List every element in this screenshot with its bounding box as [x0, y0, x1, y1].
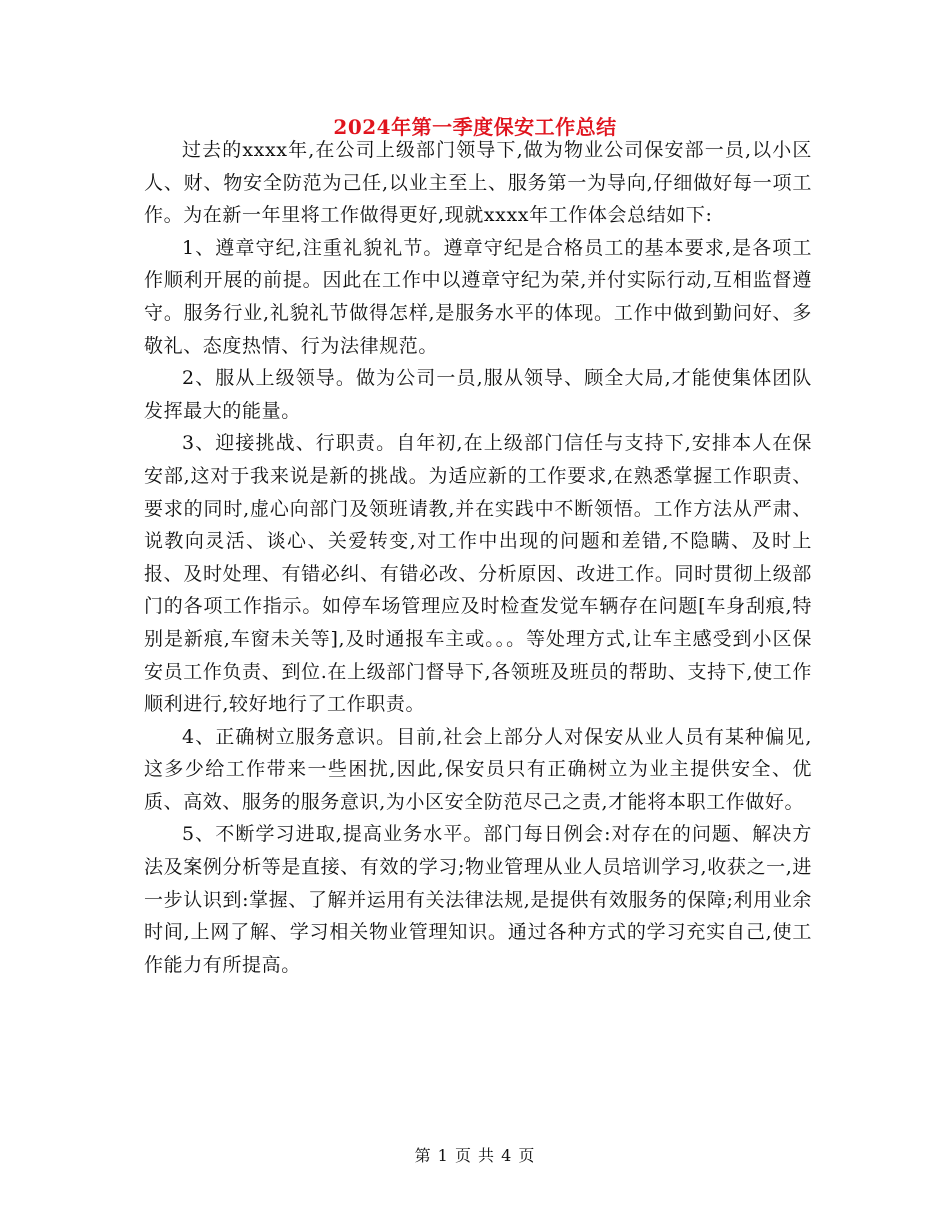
paragraph-item-2: 2、服从上级领导。做为公司一员,服从领导、顾全大局,才能使集体团队发挥最大的能量。: [144, 367, 812, 422]
paragraph-item-5: 5、不断学习进取,提高业务水平。部门每日例会:对存在的问题、解决方法及案例分析等是直接、有效的学习;物业管理从业人员培训学习,收获之一,进一步认识到:掌握、了解并运用有关法律法规,是提供有效服务的保障;利用业余时间,上网了解、学习相关物业管理知识。通过各种方式的学习充实自己,使工作能力有所提高。: [144, 823, 812, 976]
paragraph-item-3: 3、迎接挑战、行职责。自年初,在上级部门信任与支持下,安排本人在保安部,这对于我来说是新的挑战。为适应新的工作要求,在熟悉掌握工作职责、要求的同时,虚心向部门及领班请教,并在实践中不断领悟。工作方法从严肃、说教向灵活、谈心、关爱转变,对工作中出现的问题和差错,不隐瞒、及时上报、及时处理、有错必纠、有错必改、分析原因、改进工作。同时贯彻上级部门的各项工作指示。如停车场管理应及时检查发觉车辆存在问题[车身刮痕,特别是新痕,车窗未关等],及时通报车主或。。。等处理方式,让车主感受到小区保安员工作负责、到位.在上级部门督导下,各领班及班员的帮助、支持下,使工作顺利进行,较好地行了工作职责。: [144, 432, 812, 716]
paragraph-intro: 过去的xxxx年,在公司上级部门领导下,做为物业公司保安部一员,以小区人、财、物安全防范为己任,以业主至上、服务第一为导向,仔细做好每一项工作。为在新一年里将工作做得更好,现就xxxx年工作体会总结如下:: [144, 139, 812, 227]
document-title: 2024年第一季度保安工作总结: [333, 115, 617, 139]
document-body: [144, 134, 812, 981]
page-number-footer: 第 1 页 共 4 页: [414, 1146, 536, 1165]
paragraph-item-4: 4、正确树立服务意识。目前,社会上部分人对保安从业人员有某种偏见,这多少给工作带来一些困扰,因此,保安员只有正确树立为业主提供安全、优质、高效、服务的服务意识,为小区安全防范尽己之责,才能将本职工作做好。: [144, 725, 812, 813]
paragraph-item-1: 1、遵章守纪,注重礼貌礼节。遵章守纪是合格员工的基本要求,是各项工作顺利开展的前提。因此在工作中以遵章守纪为荣,并付实际行动,互相监督遵守。服务行业,礼貌礼节做得怎样,是服务水平的体现。工作中做到勤问好、多敬礼、态度热情、行为法律规范。: [144, 236, 812, 357]
